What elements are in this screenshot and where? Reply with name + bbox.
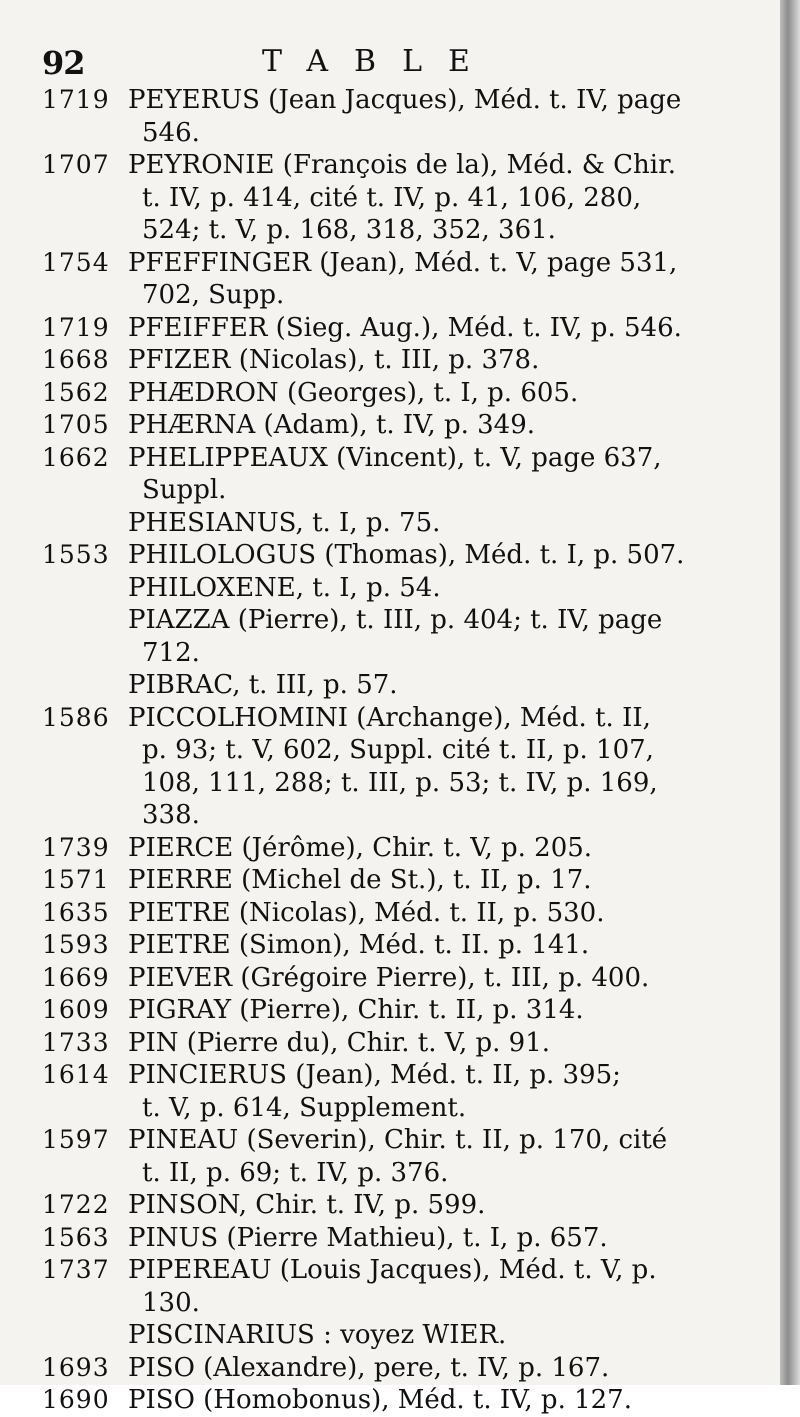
entry-text: PIPEREAU (Louis Jacques), Méd. t. V, p. [128,1255,657,1285]
entry-year: 1614 [42,1060,110,1089]
index-entry [42,897,732,930]
entry-text: PHELIPPEAUX (Vincent), t. V, page 637, [128,442,662,473]
index-entry [42,442,732,507]
entry-year: 1635 [42,897,110,927]
entry-first-line [42,344,732,377]
page-header [42,38,742,84]
index-entry [42,312,732,345]
entry-text: PINSON, Chir. t. IV, p. 599. [128,1190,486,1220]
entry-first-line [42,84,732,117]
index-entry [42,1059,732,1124]
entry-text: PEYERUS (Jean Jacques), Méd. t. IV, page [128,85,682,115]
entry-year: 1719 [42,312,110,342]
entry-text: t. II, p. 69; t. IV, p. 376. [142,1157,449,1188]
entry-continuation-line [42,767,732,800]
entry-year: 1609 [42,995,110,1024]
index-entry [42,572,732,605]
entry-text: 702, Supp. [142,280,285,310]
entry-text: PIN (Pierre du), Chir. t. V, p. 91. [128,1027,551,1058]
entry-first-line [42,1189,732,1222]
index-entry [42,507,732,540]
entry-text: PFEFFINGER (Jean), Méd. t. V, page 531, [128,247,678,278]
entry-first-line [42,669,732,702]
entry-year: 1754 [42,247,110,277]
entry-text: p. 93; t. V, 602, Suppl. cité t. II, p. 107, [142,735,654,765]
entry-first-line [42,1059,732,1092]
index-entry [42,1222,732,1255]
entry-year: 1553 [42,540,110,569]
entry-text: PISO (Alexandre), pere, t. IV, p. 167. [128,1352,610,1383]
entry-text: PFIZER (Nicolas), t. III, p. 378. [128,345,540,375]
entry-text: PISO (Homobonus), Méd. t. IV, p. 127. [128,1385,632,1415]
entry-year: 1593 [42,930,110,959]
index-entry [42,702,732,832]
entry-continuation-line [42,182,732,215]
entry-first-line [42,994,732,1027]
entry-continuation-line [42,1092,732,1125]
entry-text: PHILOXENE, t. I, p. 54. [128,572,441,603]
entry-first-line [42,604,732,637]
entry-first-line [42,832,732,865]
entry-year: 1562 [42,377,110,407]
entry-first-line [42,929,732,962]
entry-year: 1668 [42,345,110,374]
entry-text: PIERCE (Jérôme), Chir. t. V, p. 205. [128,832,593,863]
entry-year: 1586 [42,702,110,732]
entry-text: PIGRAY (Pierre), Chir. t. II, p. 314. [128,995,584,1025]
index-entry [42,344,732,377]
entry-year: 1705 [42,410,110,439]
entry-first-line [42,702,732,735]
entry-text: PHÆDRON (Georges), t. I, p. 605. [128,377,579,408]
entry-text: 130. [142,1287,200,1318]
entry-year: 1597 [42,1125,110,1154]
entry-year: 1722 [42,1190,110,1219]
entry-first-line [42,377,732,410]
entry-year: 1737 [42,1255,110,1284]
entry-first-line [42,247,732,280]
entry-continuation-line [42,474,732,507]
entry-text: PIAZZA (Pierre), t. III, p. 404; t. IV, page [128,605,663,635]
entry-continuation-line [42,214,732,247]
entry-first-line [42,1027,732,1060]
page-number: 92 [42,44,85,82]
entry-text: PINEAU (Severin), Chir. t. II, p. 170, cité [128,1125,668,1155]
entry-text: PIETRE (Simon), Méd. t. II. p. 141. [128,930,590,960]
entry-year: 1563 [42,1222,110,1252]
entry-text: PEYRONIE (François de la), Méd. & Chir. [128,150,676,180]
index-entry [42,84,732,149]
entry-text: 712. [142,637,200,668]
entry-year: 1693 [42,1352,110,1382]
entry-text: t. V, p. 614, Supplement. [142,1092,467,1123]
entry-continuation-line [42,1287,732,1320]
page-edge-shadow [780,0,800,1385]
entry-first-line [42,539,732,572]
index-entry [42,1384,732,1417]
entry-first-line [42,507,732,540]
index-entry [42,1124,732,1189]
index-entry [42,604,732,669]
index-entry [42,1319,732,1352]
index-entry [42,994,732,1027]
entry-text: PHILOLOGUS (Thomas), Méd. t. I, p. 507. [128,540,685,570]
entry-first-line [42,1384,732,1417]
index-entry [42,832,732,865]
entry-text: 338. [142,800,200,830]
entry-text: 108, 111, 288; t. III, p. 53; t. IV, p. 169, [142,767,658,798]
index-entries [42,84,732,1417]
entry-year: 1690 [42,1385,110,1414]
entry-first-line [42,897,732,930]
entry-continuation-line [42,734,732,767]
entry-text: PISCINARIUS : voyez WIER. [128,1320,507,1350]
index-entry [42,929,732,962]
entry-first-line [42,1352,732,1385]
entry-continuation-line [42,1157,732,1190]
entry-year: 1719 [42,85,110,114]
entry-continuation-line [42,799,732,832]
index-entry [42,377,732,410]
entry-first-line [42,1124,732,1157]
entry-continuation-line [42,637,732,670]
running-title: TABLE [262,44,496,79]
entry-text: PIEVER (Grégoire Pierre), t. III, p. 400. [128,962,650,993]
entry-year: 1733 [42,1027,110,1057]
entry-first-line [42,409,732,442]
index-entry [42,247,732,312]
entry-text: PHÆRNA (Adam), t. IV, p. 349. [128,410,536,440]
index-entry [42,539,732,572]
index-entry [42,1254,732,1319]
index-entry [42,149,732,247]
entry-text: PIERRE (Michel de St.), t. II, p. 17. [128,865,592,895]
entry-text: 524; t. V, p. 168, 318, 352, 361. [142,215,556,245]
index-entry [42,409,732,442]
entry-text: Suppl. [142,475,227,505]
entry-text: t. IV, p. 414, cité t. IV, p. 41, 106, 280, [142,182,642,213]
index-entry [42,1352,732,1385]
entry-text: PICCOLHOMINI (Archange), Méd. t. II, [128,702,651,733]
entry-first-line [42,1319,732,1352]
entry-continuation-line [42,117,732,150]
entry-first-line [42,1222,732,1255]
entry-text: 546. [142,117,200,148]
entry-first-line [42,149,732,182]
index-entry [42,962,732,995]
entry-first-line [42,312,732,345]
entry-text: PIBRAC, t. III, p. 57. [128,670,398,700]
entry-first-line [42,962,732,995]
index-entry [42,1189,732,1222]
entry-text: PINCIERUS (Jean), Méd. t. II, p. 395; [128,1060,621,1090]
index-entry [42,1027,732,1060]
index-entry [42,864,732,897]
entry-year: 1739 [42,832,110,862]
entry-year: 1571 [42,865,110,894]
entry-year: 1669 [42,962,110,992]
index-entry [42,669,732,702]
entry-year: 1662 [42,442,110,472]
entry-first-line [42,1254,732,1287]
entry-year: 1707 [42,150,110,179]
entry-text: PIETRE (Nicolas), Méd. t. II, p. 530. [128,897,605,928]
entry-text: PINUS (Pierre Mathieu), t. I, p. 657. [128,1222,608,1253]
entry-text: PHESIANUS, t. I, p. 75. [128,507,441,538]
entry-text: PFEIFFER (Sieg. Aug.), Méd. t. IV, p. 546. [128,312,682,343]
entry-first-line [42,864,732,897]
entry-continuation-line [42,279,732,312]
entry-first-line [42,572,732,605]
entry-first-line [42,442,732,475]
